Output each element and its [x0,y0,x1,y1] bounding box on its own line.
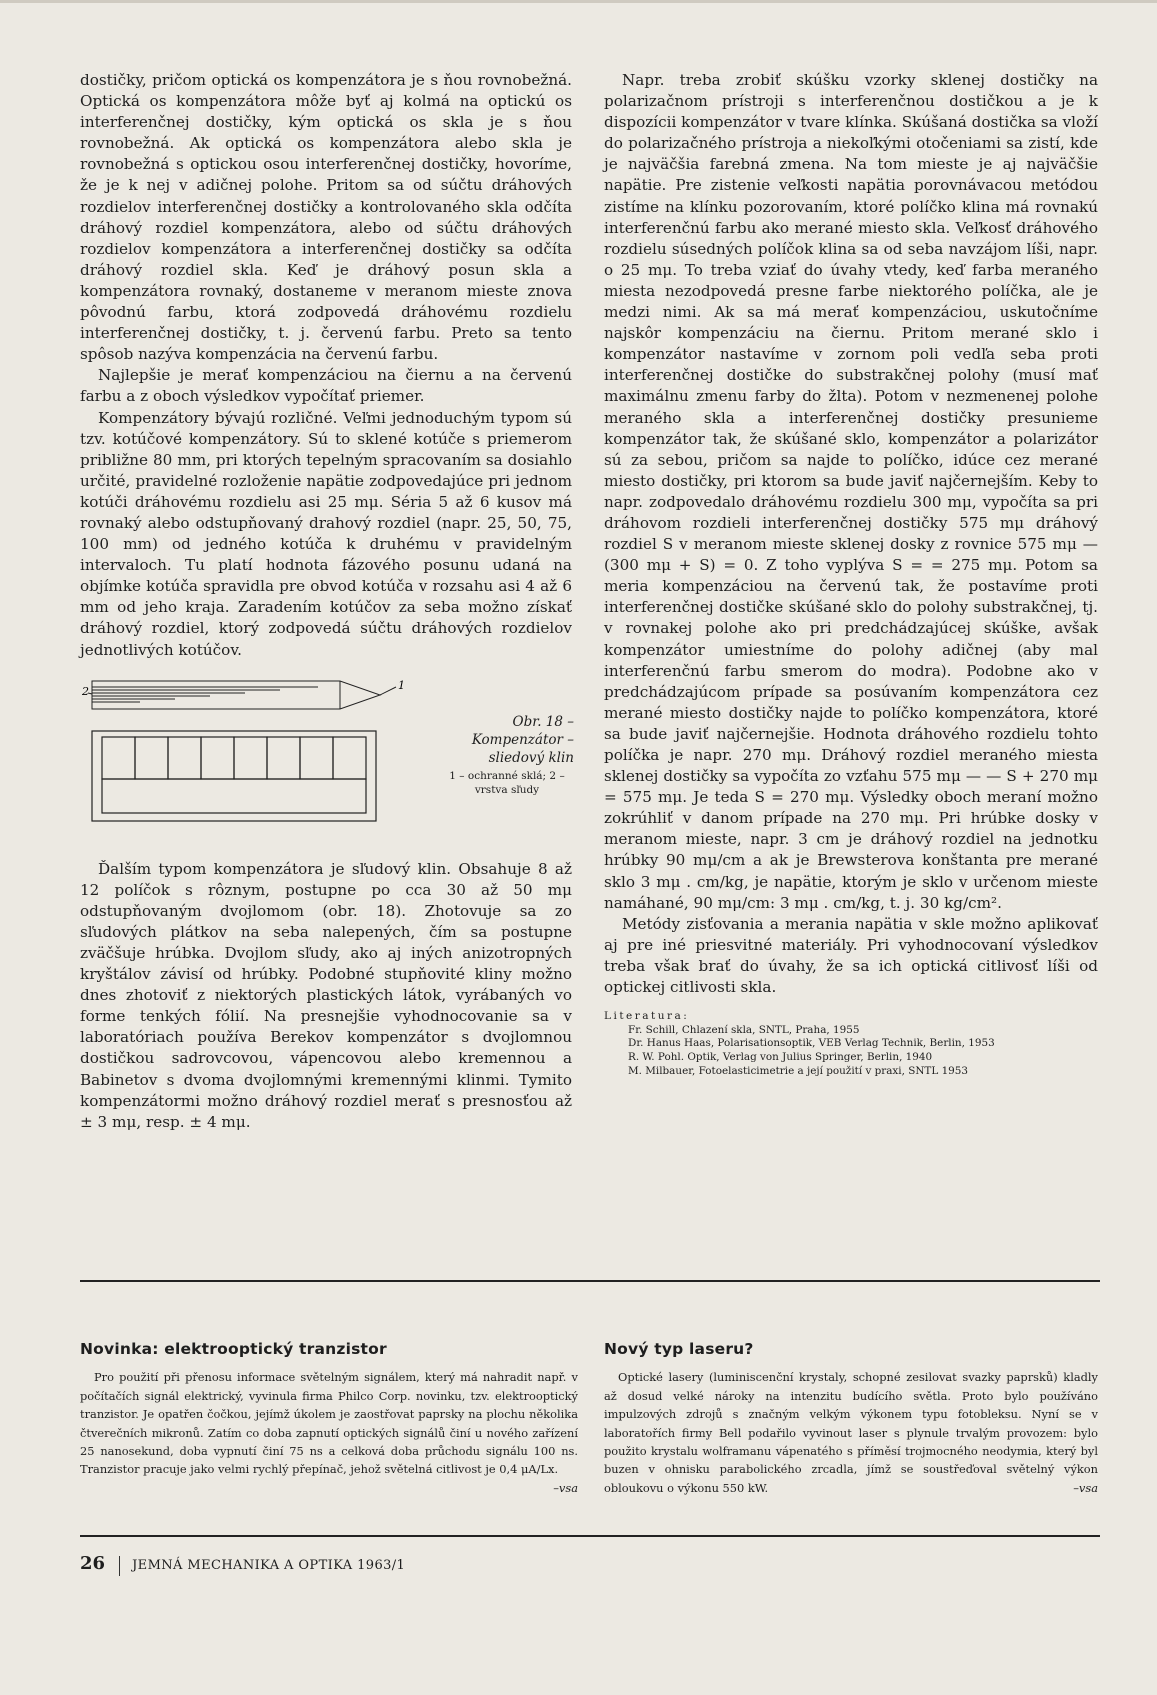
left-column [80,70,572,1133]
news-text-right: Optické lasery (luminiscenční krystaly, schopné zesilovat svazky paprsků) kladly až dosud velké nároky na intenzitu budícího světla. Proto bylo používáno impulzových zdrojů s značným velkým výkonem typu fotobleksu. Nyní se v laboratořích firmy Bell podařilo vyvinout laser s plynule trvalým provozem: bylo použito krystalu wolframanu vápenatého s příměsí trojmocného neodymia, který byl buzen v ohnisku parabolického zrcadla, jímž se soustřeďoval světelný výkon obloukovu o výkonu 550 kW. [604,1370,1098,1495]
figure-18 [80,673,572,845]
wedge-cell [102,737,135,779]
figure-caption [440,713,574,797]
page-top-edge [0,0,1157,3]
news-signature-right: –vsa [1073,1480,1098,1495]
news-signature-left: –vsa [553,1480,578,1495]
footer-divider [80,1535,1100,1537]
page-number: 26 [80,1553,106,1574]
wedge-cell [168,737,201,779]
news-box-left [80,1340,578,1497]
wedge-cell [135,737,168,779]
right-paragraph-2: Metódy zisťovania a merania napätia v skle možno aplikovať aj pre iné priesvitné materiály. Pri vyhodnocovaní výsledkov treba však brať do úvahy, že sa ich optická citlivosť líši od optickej citlivosti skla. [604,914,1098,997]
left-paragraph-4: Ďalším typom kompenzátora je sľudový klin. Obsahuje 8 až 12 políčok s rôznym, postupne po cca 30 až 50 mμ odstupňovaným dvojlomom (obr. 18). Zhotovuje sa zo sľudových plátkov na seba nalepených, čím sa postupne zväčšuje hrúbka. Dvojlom sľudy, ako aj iných anizotropných kryštálov závisí od hrúbky. Podobné stupňovité kliny možno dnes zhotoviť z niektorých plastických látok, vyrábaných vo forme tenkých fólií. Na presnejšie vyhodnocovanie sa v laboratóriach používa Berekov kompenzátor s dvojlomnou dostičkou sadrovcovou, vápencovou alebo kremennou a Babinetov s dvoma dvojlomnými kremennými klinmi. Tymito kompenzátormi možno dráhový rozdiel merať s presnosťou až ± 3 mμ, resp. ± 4 mμ. [80,859,572,1131]
journal-title: JEMNÁ MECHANIKA A OPTIKA 1963/1 [132,1558,406,1573]
wedge-cell [300,737,333,779]
page-footer [80,1553,405,1576]
left-paragraph-1: dostičky, pričom optická os kompenzátora je s ňou rovnobežná. Optická os kompenzátora môže byť aj kolmá na optickú os interferenčnej dostičky, kým optická os skla je s ňou rovnobežná. Ak optická os kompenzátora alebo skla je rovnobežná s optickou osou interferenčnej dostičky, hovoríme, že je k nej v adičnej polohe. Pritom sa od súčtu dráhových rozdielov interferenčnej dostičky a kontrolovaného skla odčíta dráhový rozdiel kompenzátora, alebo od súčtu dráhových rozdielov kompenzátora a interferenčnej dostičky sa odčíta dráhový rozdiel skla. Keď je dráhový posun skla a kompenzátora rovnaký, dostaneme v meranom mieste znova pôvodnú farbu, ktorá zodpovedá dráhovému rozdielu interferenčnej dostičky, t. j. červenú farbu. Preto sa tento spôsob nazýva kompenzácia na červenú farbu. [80,71,572,364]
left-paragraph-2: Najlepšie je merať kompenzáciou na čiernu a na červenú farbu a z oboch výsledkov vypočítať priemer. [80,366,572,406]
news-title-right: Nový typ laseru? [604,1340,754,1358]
literature [604,1010,1098,1078]
right-paragraph-1: Napr. treba zrobiť skúšku vzorky sklenej dostičky na polarizačnom prístroji s interferenčnou dostičkou a je k dispozícii kompenzátor v tvare klínka. Skúšaná dostička sa vloží do polarizačného prístroja a niekoľkými otočeniami sa zistí, kde je najväčšia farebná zmena. Na tom mieste je aj najväčšie napätie. Pre zistenie veľkosti napätia porovnávacou metódou zistíme na klínku pozorovaním, ktoré políčko klina má rovnakú interferenčnú farbu ako merané miesto skla. Veľkosť dráhového rozdielu súsedných políčok klina sa od seba navzájom líši, napr. o 25 mμ. To treba vziať do úvahy vtedy, keď farba meraného miesta nezodpovedá presne farbe niektorého políčka, ale je medzi nimi. Ak sa má merať kompenzáciou, uskutočníme najskôr kompenzáciu na čiernu. Pritom merané sklo i kompenzátor nastavíme v zornom poli vedľa seba proti interferenčnej dostičke do substrakčnej polohy (musí mať maximálnu zmenu farby do žlta). Potom v nezmenenej polohe meraného skla a interferenčnej dostičky presunieme kompenzátor tak, že skúšané sklo, kompenzátor a polarizátor sú za sebou, pričom sa najde to políčko, idúce cez merané miesto dostičky, pri ktorom sa bude javiť najčernejším. Keby to napr. zodpovedalo dráhovému rozdielu 300 mμ, vypočíta sa pri dráhovom rozdieli interferenčnej dostičky 575 mμ dráhový rozdiel S v meranom mieste sklenej dosky z rovnice 575 mμ — (300 mμ + S) = 0. Z toho vyplýva S = = 275 mμ. Potom sa meria kompenzáciou na červenú tak, že postavíme proti interferenčnej dostičke skúšané sklo do polohy substrakčnej, tj. v rovnakej polohe ako pri predchádzajúcej skúške, avšak kompenzátor umiestníme do polohy adičnej (aby mal interferenčnú farbu smerom do modra). Podobne ako v predchádzajúcom prípade sa posúvaním kompenzátora cez merané miesto dostičky najde to políčko kompenzátora, ktoré sa bude javiť najčernejšie. Hodnota dráhového rozdielu tohto políčka je napr. 270 mμ. Dráhový rozdiel meraného miesta sklenej dostičky sa vypočíta zo vzťahu 575 mμ — — S + 270 mμ = 575 mμ. Je teda S = 270 mμ. Výsledky oboch meraní možno zokrúhliť v danom prípade na 270 mμ. Pri hrúbke dosky v meranom mieste, napr. 3 cm je dráhový rozdiel na jednotku hrúbky 90 mμ/cm a ak je Brewsterova konštanta pre merané sklo 3 mμ . cm/kg, je napätie, ktorým je sklo v určenom mieste namáhané, 90 mμ/cm: 3 mμ . cm/kg, t. j. 30 kg/cm². [604,71,1098,912]
literature-heading: Literatura: [604,1010,690,1023]
figure-label-2: 2 [82,684,89,698]
footer-separator [119,1556,120,1576]
left-paragraph-3: Kompenzátory bývajú rozličné. Veľmi jednoduchým typom sú tzv. kotúčové kompenzátory. Sú to sklené kotúče s priemerom približne 80 mm, pri ktorých tepelným spracovaním sa dosiahlo určité, pravidelné rozloženie napätie zodpovedajúce pri jednom kotúči dráhovému rozdielu asi 25 mμ. Séria 5 až 6 kusov má rovnaký alebo odstupňovaný drahový rozdiel (napr. 25, 50, 75, 100 mm) od jedného kotúča k druhému v pravidelným intervaloch. Tu platí hodnota fázového posunu udaná na objímke kotúča spravidla pre obvod kotúča v rozsahu asi 4 až 6 mm od jeho kraja. Zaradením kotúčov za seba možno získať dráhový rozdiel, ktorý zodpovedá súčtu dráhových rozdielov jednotlivých kotúčov. [80,408,572,659]
news-text-left: Pro použití při přenosu informace světelným signálem, který má nahradit např. v počítačích signál elektrický, vyvinula firma Philco Corp. novinku, tzv. elektrooptický tranzistor. Je opatřen čočkou, jejímž úkolem je zaostřovat paprsky na plochu několika čtverečních mikronů. Zatím co doba zapnutí optických signálů činí u nového zařízení 25 nanosekund, doba vypnutí činí 75 ns a celková doba průchodu signálu 100 ns. Tranzistor pracuje jako velmi rychlý přepínač, jehož světelná citlivost je 0,4 μA/Lx. [80,1370,578,1477]
wedge-cell [333,737,366,779]
figure-caption-legend: 1 – ochranné sklá; 2 – vrstva sľudy [449,769,565,796]
section-divider [80,1280,1100,1282]
wedge-cell [234,737,267,779]
literature-item-4: M. Milbauer, Fotoelasticimetrie a její použití v praxi, SNTL 1953 [628,1064,969,1077]
figure-label-1: 1 [398,678,405,692]
literature-item-1: Fr. Schill, Chlazení skla, SNTL, Praha, 1955 [628,1023,860,1036]
wedge-base [102,779,366,813]
right-column [604,70,1098,1078]
wedge-cell [267,737,300,779]
wedge-cell [201,737,234,779]
news-title-left: Novinka: elektrooptický tranzistor [80,1340,387,1358]
literature-item-2: Dr. Hanus Haas, Polarisationsoptik, VEB Verlag Technik, Berlin, 1953 [628,1037,995,1050]
figure-caption-title: Obr. 18 – Kompenzátor – sliedový klin [471,713,574,766]
wedge-cells [92,731,376,821]
wedge-side-view [88,681,396,709]
news-box-right [604,1340,1098,1497]
mica-wedge-diagram [80,673,440,845]
literature-item-3: R. W. Pohl. Optik, Verlag von Julius Springer, Berlin, 1940 [628,1050,933,1063]
